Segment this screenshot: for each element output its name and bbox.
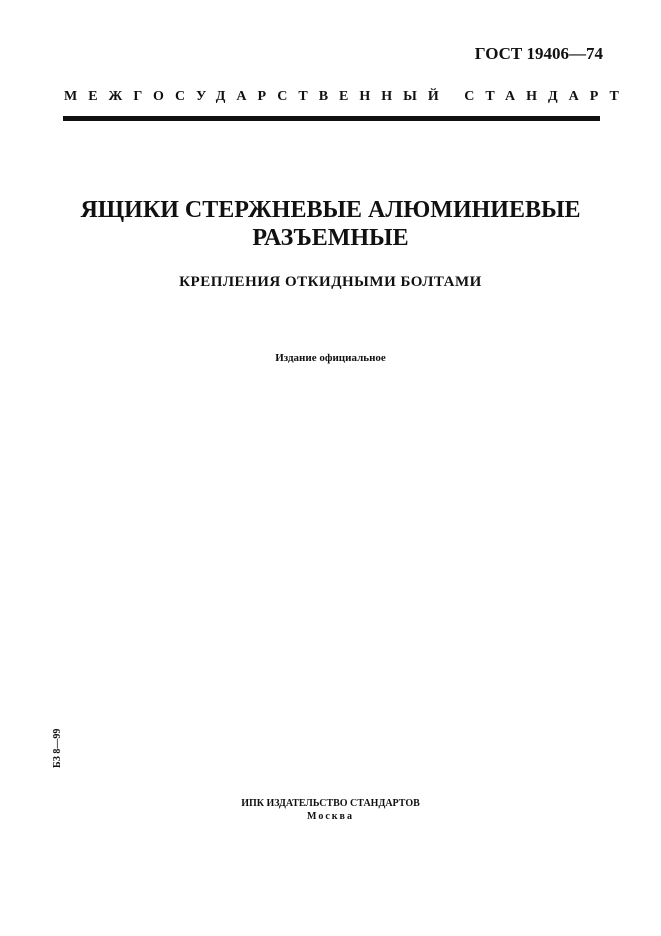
standard-type-heading: МЕЖГОСУДАРСТВЕННЫЙ СТАНДАРТ [64,89,630,104]
side-code: БЗ 8—99 [52,728,63,768]
header-divider [63,116,600,121]
document-number: ГОСТ 19406—74 [474,44,603,63]
document-subtitle: КРЕПЛЕНИЯ ОТКИДНЫМИ БОЛТАМИ [179,274,482,290]
publisher-block [0,797,661,823]
title-line-1: ЯЩИКИ СТЕРЖНЕВЫЕ АЛЮМИНИЕВЫЕ [80,197,581,223]
publisher-name: ИПК ИЗДАТЕЛЬСТВО СТАНДАРТОВ [241,798,420,809]
document-title [0,196,661,252]
title-line-2: РАЗЪЕМНЫЕ [252,225,409,251]
edition-note: Издание официальное [275,352,386,364]
publisher-city: Москва [307,811,354,822]
